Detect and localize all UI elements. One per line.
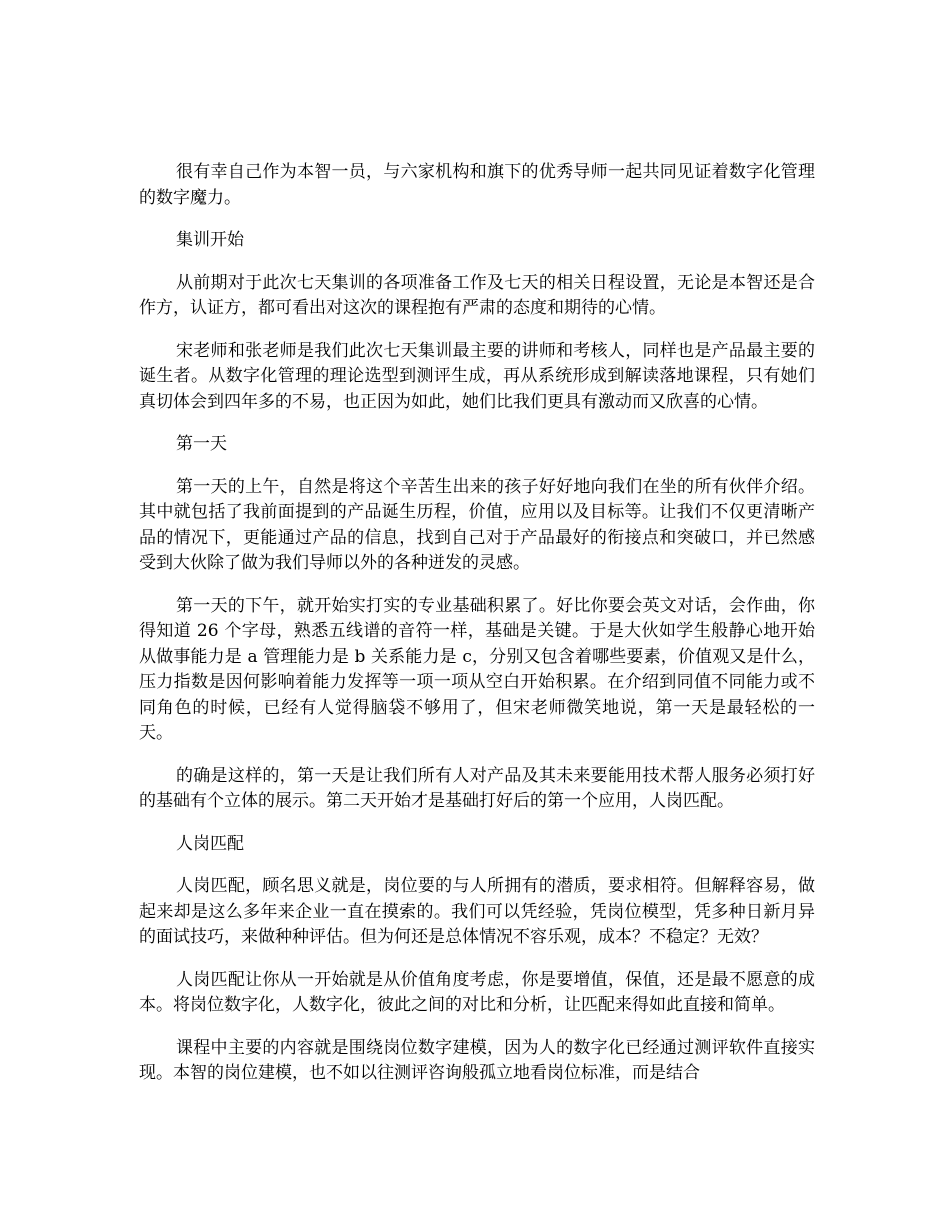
section-heading: 集训开始 [176,230,244,250]
paragraph: 宋老师和张老师是我们此次七天集训最主要的讲师和考核人，同样也是产品最主要的诞生者。从数字化管理的理论选型到测评生成，再从系统形成到解读落地课程，只有她们真切体会到四年多的不易，也正因为如此，她们比我们更具有激动而又欣喜的心情。 [139,340,815,412]
paragraph: 很有幸自己作为本智一员，与六家机构和旗下的优秀导师一起共同见证着数字化管理的数字魔力。 [139,162,815,208]
section-heading: 人岗匹配 [176,833,244,854]
paragraph: 课程中主要的内容就是围绕岗位数字建模，因为人的数字化已经通过测评软件直接实现。本智的岗位建模，也不如以往测评咨询般孤立地看岗位标准，而是结合 [139,1037,815,1083]
paragraph: 的确是这样的，第一天是让我们所有人对产品及其未来要能用技术帮人服务必须打好的基础有个立体的展示。第二天开始才是基础打好后的第一个应用，人岗匹配。 [139,765,815,811]
paragraph: 人岗匹配，顾名思义就是，岗位要的与人所拥有的潜质，要求相符。但解释容易，做起来却是这么多年来企业一直在摸索的。我们可以凭经验，凭岗位模型，凭多种日新月异的面试技巧，来做种种评估。但为何还是总体情况不容乐观，成本？不稳定？无效？ [139,876,815,947]
section-heading: 第一天 [176,434,227,454]
paragraph: 第一天的上午，自然是将这个辛苦生出来的孩子好好地向我们在坐的所有伙伴介绍。其中就包括了我前面提到的产品诞生历程，价值，应用以及目标等。让我们不仅更清晰产品的情况下，更能通过产品的信息，找到自己对于产品最好的衔接点和突破口，并已然感受到大伙除了做为我们导师以外的各种迸发的灵感。 [139,476,815,573]
paragraph: 人岗匹配让你从一开始就是从价值角度考虑，你是要增值，保值，还是最不愿意的成本。将岗位数字化，人数字化，彼此之间的对比和分析，让匹配来得如此直接和简单。 [139,969,815,1015]
document-body [139,160,815,1104]
paragraph: 第一天的下午，就开始实打实的专业基础积累了。好比你要会英文对话，会作曲，你得知道 26 个字母，熟悉五线谱的音符一样，基础是关键。于是大伙如学生般静心地开始从做事能力是 a 管理能力是 b 关系能力是 c，分别又包含着哪些要素，价值观又是什么，压力指数是因何影响着能力发挥等一项一项从空白开始积累。在介绍到同值不同能力或不同角色的时候，已经有人觉得脑袋不够用了，但宋老师微笑地说，第一天是最轻松的一天。 [139,595,815,743]
paragraph: 从前期对于此次七天集训的各项准备工作及七天的相关日程设置，无论是本智还是合作方，认证方，都可看出对这次的课程抱有严肃的态度和期待的心情。 [139,272,815,318]
